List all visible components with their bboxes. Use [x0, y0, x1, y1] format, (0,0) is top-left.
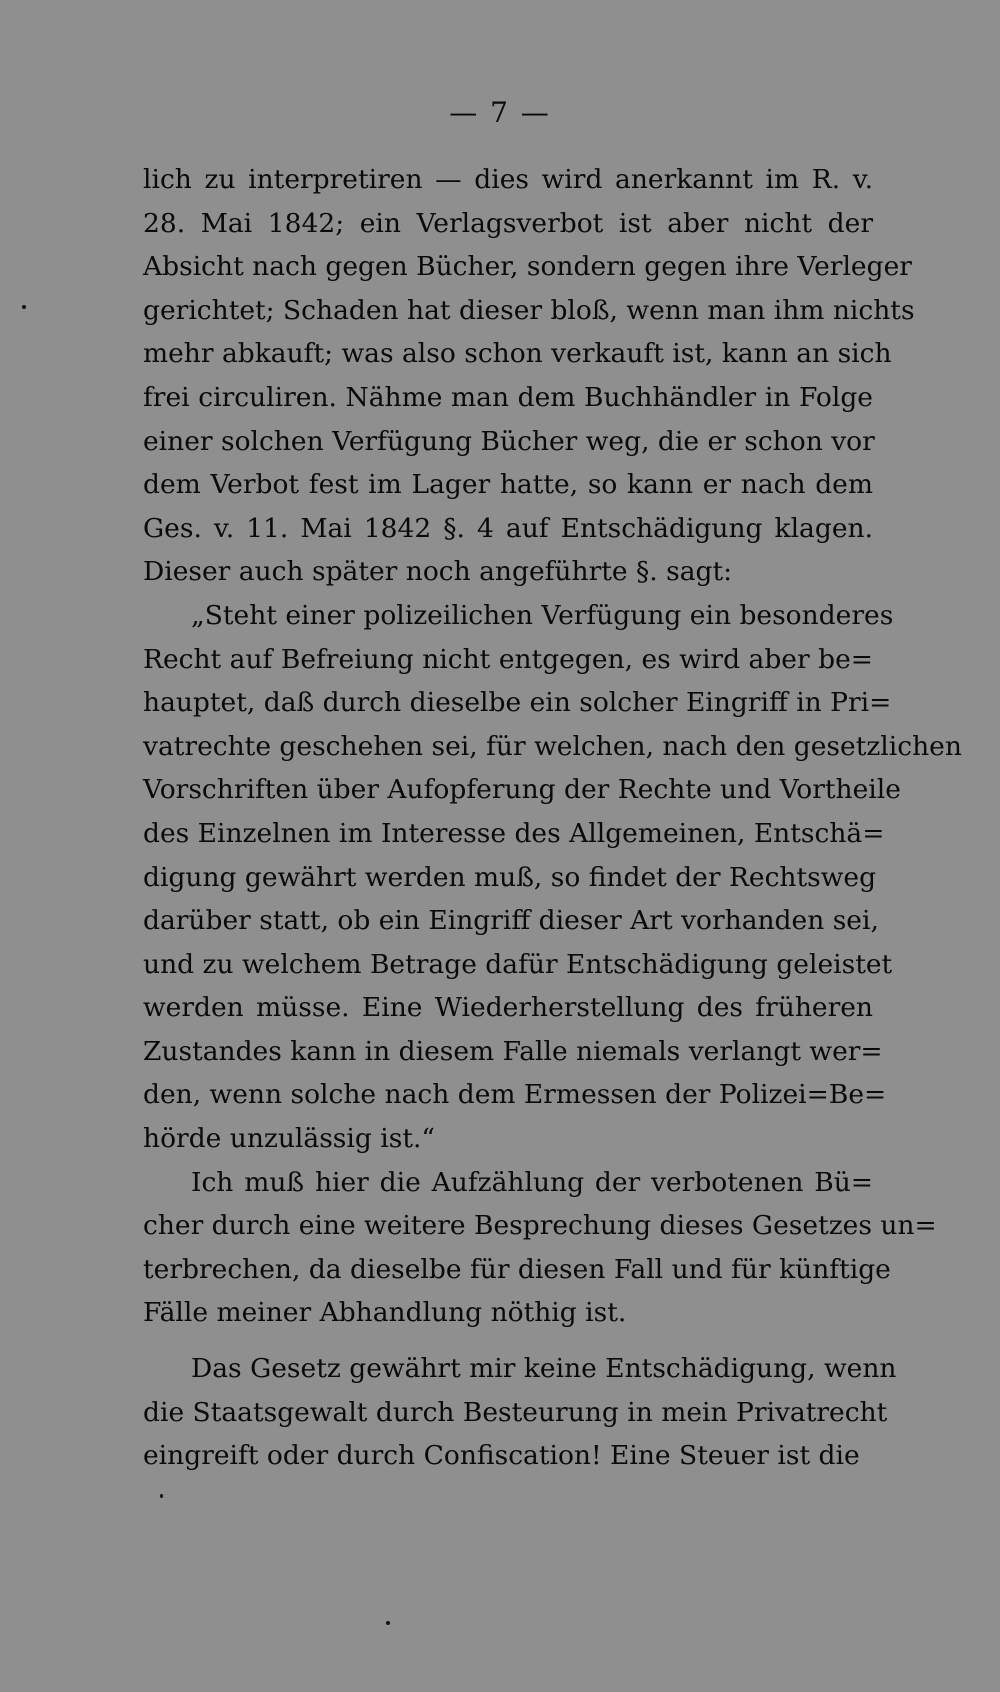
text-line: gerichtet; Schaden hat dieser bloß, wenn man ihm nichts	[143, 294, 915, 326]
text-line: dem Verbot fest im Lager hatte, so kann er nach dem	[143, 469, 873, 501]
text-line: lich zu interpretiren — dies wird anerkannt im R. v.	[143, 164, 873, 195]
text-line: Dieser auch später noch angeführte §. sagt:	[143, 556, 733, 588]
print-speck	[386, 1621, 390, 1625]
text-line: 28. Mai 1842; ein Verlagsverbot ist aber nicht der	[143, 207, 873, 239]
text-line: des Einzelnen im Interesse des Allgemeinen, Entschä=	[143, 817, 885, 849]
text-line: eingreift oder durch Confiscation! Eine Steuer ist die	[143, 1440, 860, 1472]
text-line: vatrechte geschehen sei, für welchen, nach den gesetzlichen	[143, 730, 962, 762]
text-line: mehr abkauft; was also schon verkauft ist, kann an sich	[143, 338, 892, 370]
text-line: Absicht nach gegen Bücher, sondern gegen ihre Verleger	[143, 251, 912, 283]
text-line: den, wenn solche nach dem Ermessen der Polizei=Be=	[143, 1079, 887, 1111]
body-text	[143, 158, 962, 1478]
text-line: Fälle meiner Abhandlung nöthig ist.	[143, 1297, 627, 1329]
text-line: Zustandes kann in diesem Falle niemals verlangt wer=	[143, 1035, 883, 1067]
print-speck	[160, 1494, 163, 1498]
text-line: hauptet, daß durch dieselbe ein solcher Eingriff in Pri=	[143, 687, 892, 719]
text-line: und zu welchem Betrage dafür Entschädigung geleistet	[143, 948, 893, 980]
paragraph	[143, 1347, 897, 1478]
text-line: Ich muß hier die Aufzählung der verbotenen Bü=	[191, 1166, 873, 1198]
text-line: digung gewährt werden muß, so findet der Rechtsweg	[143, 861, 877, 893]
text-line: Vorschriften über Aufopferung der Rechte und Vortheile	[143, 774, 901, 806]
text-line: Das Gesetz gewährt mir keine Entschädigung, wenn	[191, 1353, 897, 1385]
page-number: — 7 —	[449, 96, 551, 129]
text-line: Recht auf Befreiung nicht entgegen, es wird aber be=	[143, 643, 873, 675]
print-speck	[22, 305, 26, 309]
text-line: darüber statt, ob ein Eingriff dieser Art vorhanden sei,	[143, 905, 879, 937]
text-line: werden müsse. Eine Wiederherstellung des früheren	[143, 992, 873, 1024]
text-line: terbrechen, da dieselbe für diesen Fall und für künftige	[143, 1253, 891, 1285]
paragraph	[143, 594, 962, 1161]
text-line: einer solchen Verfügung Bücher weg, die er schon vor	[143, 425, 875, 457]
paragraph	[143, 158, 915, 594]
text-line: frei circuliren. Nähme man dem Buchhändler in Folge	[143, 381, 873, 413]
text-line: die Staatsgewalt durch Besteurung in mein Privatrecht	[143, 1396, 888, 1428]
text-line: Ges. v. 11. Mai 1842 §. 4 auf Entschädigung klagen.	[143, 512, 873, 544]
text-line: „Steht einer polizeilichen Verfügung ein besonderes	[191, 599, 894, 631]
text-line: hörde unzulässig ist.“	[143, 1123, 435, 1155]
text-line: cher durch eine weitere Besprechung dieses Gesetzes un=	[143, 1210, 937, 1242]
paragraph-gap	[143, 1335, 873, 1347]
paragraph	[143, 1161, 937, 1335]
